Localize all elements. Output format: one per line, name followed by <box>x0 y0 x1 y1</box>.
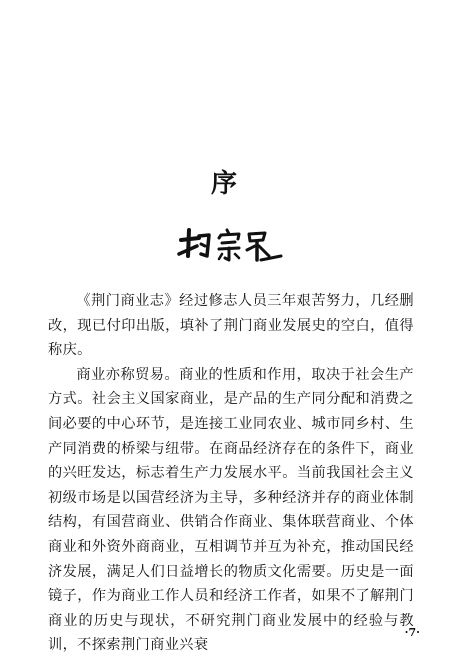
paragraph-1: 《荆门商业志》经过修志人员三年艰苦努力，几经删改，现已付印出版，填补了荆门商业发展史的空白，值得称庆。 <box>48 293 414 359</box>
body-text <box>48 289 414 658</box>
page-number: ·7· <box>404 626 420 639</box>
preface-heading: 序 <box>210 169 239 199</box>
paragraph-2: 商业亦称贸易。商业的性质和作用，取决于社会生产方式。社会主义国家商业，是产品的生产同分配和消费之间必要的中心环节，是连接工业同农业、城市同乡村、生产同消费的桥梁与纽带。在商品经济存在的条件下，商业的兴旺发达，标志着生产力发展水平。当前我国社会主义初级市场是以国营经济为主导，多种经济并存的商业体制结构，有国营商业、供销合作商业、集体联营商业、个体商业和外资外商商业，互相调节并互为补充，推动国民经济发展，满足人们日益增长的物质文化需要。历史是一面镜子，作为商业工作人员和经济工作者，如果不了解荆门商业的历史与现状，不研究荆门商业发展中的经验与教训，不探索荆门商业兴衰 <box>48 366 414 654</box>
handwritten-signature <box>175 226 285 268</box>
